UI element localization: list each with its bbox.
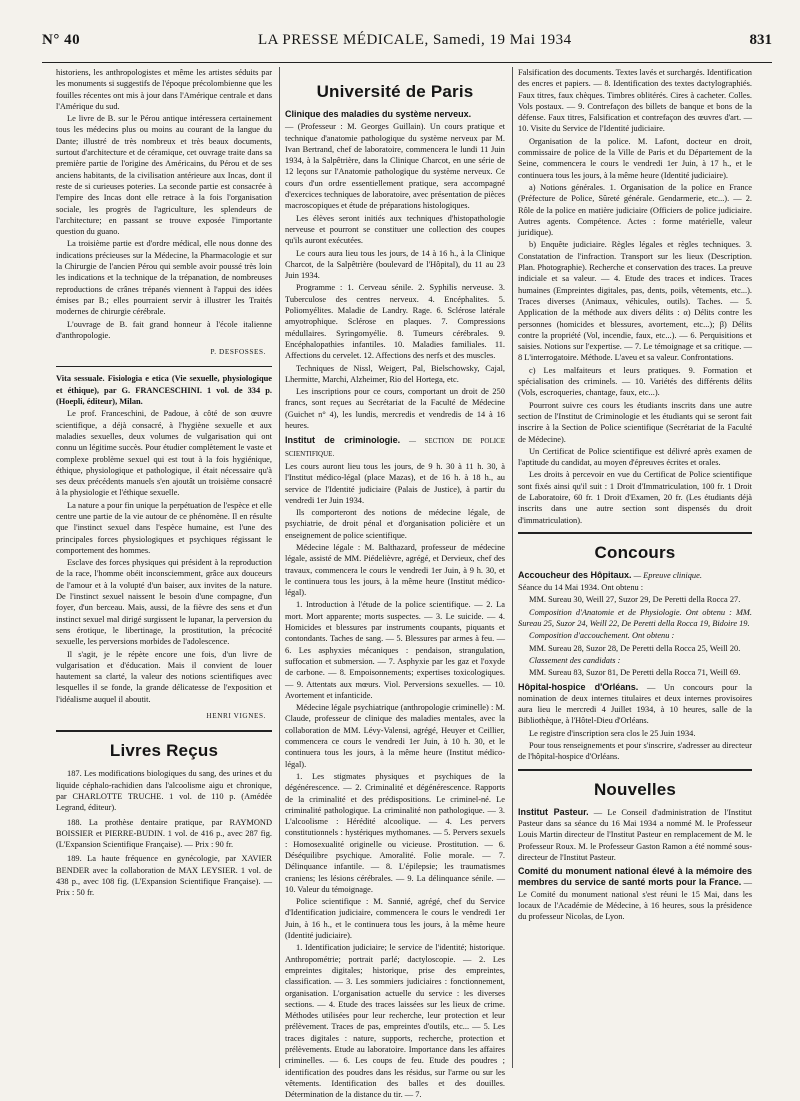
subsection-heading: Comité du monument national élevé à la mémoire des membres du service de santé morts pour la France. <box>518 866 752 888</box>
paragraph: Le cours aura lieu tous les jours, de 14 à 16 h., à la Clinique Charcot, de la Salpêtrière (boulevard de l'Hôpital), du 11 au 23 Juin 1934. <box>285 248 505 281</box>
paragraph: Programme : 1. Cerveau sénile. 2. Syphilis nerveuse. 3. Tuberculose des centres nerveux. 4. Encéphalites. 5. Poliomyélites. Maladie de Landry. Rage. 6. Sclérose latérale amyotrophique. Sclérose en plaques. 7. Compressions médullaires. Syringomyélie. 8. Tumeurs cérébrales. 9. Encéphalopathies infantiles. 10. Maladies familiales. 11. Affections du cervelet. 12. Affections des nerfs et des muscles. <box>285 283 505 361</box>
paragraph: Esclave des forces physiques qui président à la reproduction de la race, l'homme obéit inconsciemment, grâce aux douceurs de l'amour et à la volupté d'un baiser, aux invites de la nature. De l'instinct sexuel naissent le besoin d'une compagne, d'un foyer, d'un berceau. Mais, aussi, de la fièvre des sens et d'un instinct sexuel mal dirigé surgissent le lupanar, la perversion du sens érotique, le libertinage, la prostitution, la précocité sexuelle, les perversions morbides de l'adolescence. <box>56 558 272 647</box>
running-header <box>42 18 772 63</box>
column-middle <box>285 67 505 1100</box>
paragraph: Les inscriptions pour ce cours, comportant un droit de 250 francs, sont reçues au Secrétariat de la Faculté de Médecine (Guichet n° 4), les lundis, mercredis et vendredis de 14 à 16 heures. <box>285 387 505 431</box>
paragraph: 1. Identification judiciaire; le service de l'identité; historique. Anthropométrie; portrait parlé; dactyloscopie. — 2. Les empreintes digitales; historique, prise des empreintes, classification. — 3. Les sommiers judiciaires : fonctionnement, organisation. L'organisation actuelle du service : les diverses sections. — 4. Etude des traces laissées sur les lieux de crime. Méthodes utilisées pour leur recherche, leur protection et leur prélèvement. Traces de pas, empreintes d'outils, etc... — 5. Les traces digitales : nature, supports, recherche, protection et prélèvements. Etude au laboratoire. Importance dans les affaires criminelles. — 6. Les coups de feu. Etude des poudres ; identification des poudres dans les résidus, sur l'arme ou sur les vêtements. Identification des balles et des douilles. Détermination de la distance du tir. — 7. <box>285 943 505 1100</box>
subsection-heading: Hôpital-hospice d'Orléans. <box>518 681 639 692</box>
paragraph: 1. Introduction à l'étude de la police scientifique. — 2. La mort. Mort apparente; morts suspectes. — 3. Le suicide. — 4. Homicides et blessures par instruments coupants, piquants et contondants. Taches de sang. — 5. Blessures par armes à feu. — 6. Les asphyxies mécaniques : pendaison, strangulation, suffocation et submersion. — 7. Asphyxie par les gaz et l'oxyde de carbone. — 8. Empoisonnements; expertises toxicologiques. — 9. Attentats aux mœurs. Viol. Perversions sexuelles. — 10. Avortement et infanticide. <box>285 600 505 700</box>
author-signature: HENRI VIGNES. <box>206 712 266 721</box>
subsection-heading: Accoucheur des Hôpitaux. <box>518 569 632 580</box>
paragraph: Organisation de la police. M. Lafont, docteur en droit, commissaire de police de la Ville de Paris et du Département de la Seine, commencera le cours le vendredi 1er Juin, à 17 h., et le continuera tous les jours, à la même heure (Identité judiciaire). <box>518 136 752 180</box>
paragraph: Médecine légale psychiatrique (anthropologie criminelle) : M. Claude, professeur de clinique des maladies mentales, avec la collaboration de MM. Lévy-Valensi, agrégé, Heuyer et Ceillier, commencera ce cours le vendredi 1er Juin, à 10 h. 30, et le continuera tous les jours, à la même heure (Institut médico-légal). <box>285 703 505 769</box>
subsection-heading: Institut de criminologie. <box>285 435 401 446</box>
paragraph: MM. Sureau 28, Suzor 28, De Peretti della Rocca 25, Weill 20. <box>529 643 741 653</box>
subsection-heading: Clinique des maladies du système nerveux. <box>285 109 472 119</box>
paragraph: Le registre d'inscription sera clos le 25 Juin 1934. <box>529 728 696 738</box>
paragraph: Les droits à percevoir en vue du Certificat de Police scientifique sont fixés ainsi qu'il suit : 1 Droit d'Immatriculation, 100 fr. 1 Droit de Laboratoire, 60 fr. 1 Droit d'Examen, 20 fr. (Les étudiants déjà inscrits dans une autre section sont dispensés du droit d'immatriculation). <box>518 470 752 525</box>
paragraph: c) Les malfaiteurs et leurs pratiques. 9. Formation et spécialisation des criminels. — 10. Variétés des différents délits (Vols, escroqueries, chantage, faux, etc...). <box>518 365 752 398</box>
paragraph: Le livre de B. sur le Pérou antique intéressera certainement tous les médecins plus ou moins au courant de la langue du Dante; illustré de très nombreux et très beaux documents, surtout d'architecture et de céramique, cet ouvrage traite dans sa première partie de l'origine des Américains, du Pérou et de ses anciens habitants, de la civilisation antérieure aux Incas, dont il reste de si curieuses poteries. La seconde partie est consacrée à l'empire des Incas dont elle retrace à la fois l'organisation sociale, les progrès de l'agriculture, les splendeurs de l'architecture; en passant se trouve exposée l'importante question du guano. <box>56 114 272 237</box>
paragraph: Composition d'accouchement. Ont obtenu : <box>529 631 675 641</box>
paragraph: Les élèves seront initiés aux techniques d'histopathologie nerveuse et pourront se constituer une collection des coupes qu'ils auront exécutées. <box>285 213 505 246</box>
paragraph: Un Certificat de Police scientifique est délivré après examen de l'aptitude du candidat, au moyen d'épreuves écrites et orales. <box>518 446 752 468</box>
section-title-concours: Concours <box>594 542 676 562</box>
column-divider-2 <box>512 67 513 1068</box>
paragraph: Ils comporteront des notions de médecine légale, de psychiatrie, de droit pénal et d'organisation policière et un enseignement de police scientifique. <box>285 508 505 540</box>
section-title-nouvelles: Nouvelles <box>593 779 677 799</box>
paragraph: Séance du 14 Mai 1934. Ont obtenu : <box>518 583 644 593</box>
paragraph: Pour tous renseignements et pour s'inscrire, s'adresser au directeur de l'hôpital-hospice d'Orléans. <box>518 741 752 762</box>
paragraph: a) Notions générales. 1. Organisation de la police en France (Préfecture de Police, Sûreté générale. Gendarmerie, etc...). — 2. Rôle de la police en matière judiciaire (Officiers de police judiciaire. Autres agents. Compétence. Actes : forme matérielle, valeur juridique). <box>518 182 752 238</box>
paragraph: — Le Comité du monument national s'est réuni le 15 Mai, dans les locaux de l'Académie de Médecine, à 16 heures, sous la présidence du professeur Nicolas, de Lyon. <box>518 878 752 922</box>
book-entry: 189. La haute fréquence en gynécologie, par XAVIER BENDER avec la collaboration de MAX LEYSIER. 1 vol. de 438 p., avec 108 fig. (L'Expansion Scientifique Française). — Prix : 50 fr. <box>56 854 272 898</box>
section-title-universite: Université de Paris <box>316 82 474 101</box>
paragraph: Il s'agit, je le répète encore une fois, d'un livre de vulgarisation et d'éducation. Mais il convient de louer hautement sa clarté, la valeur des notions scientifiques avec lesquelles il se fonde, la grande délicatesse de l'exposition et l'idéalisme auquel il aboutit. <box>56 649 272 704</box>
publication-title: LA PRESSE MÉDICALE, Samedi, 19 Mai 1934 <box>257 31 572 48</box>
review-heading: Vita sessuale. Fisiologia e etica (Vie sexuelle, physiologique et éthique), par G. FRANCESCHINI. 1 vol. de 334 p. (Hoepli, éditeur), Milan. <box>56 374 272 407</box>
paragraph: Les cours auront lieu tous les jours, de 9 h. 30 à 11 h. 30, à l'Institut médico-légal (place Mazas), et de 16 h. à 18 h., au service de l'Identité judiciaire (Palais de Justice), à partir du vendredi 1er Juin 1934. <box>285 461 505 505</box>
paragraph: La troisième partie est d'ordre médical, elle nous donne des indications précieuses sur la Médecine, la Pharmacologie et sur la Chirurgie de l'ancien Pérou qui semble avoir poussé très loin les indications et la technique de la trépanation, de nombreuses reproductions de crânes trépanés viennent à l'appui des idées émises par B.; elles pourraient servir à illustrer les Traités modernes de chirurgie cérébrale. <box>56 239 272 317</box>
paragraph: L'ouvrage de B. fait grand honneur à l'école italienne d'anthropologie. <box>56 319 272 340</box>
paragraph: Médecine légale : M. Balthazard, professeur de médecine légale, assisté de MM. Piédelièvre, agrégé, et Dervieux, chef des travaux, commencera le cours le vendredi 1er Juin, à 9 h. 30, et le continuera tous les jours, à la même heure (Institut médico-légal). <box>285 542 505 598</box>
page-number: 831 <box>749 31 772 48</box>
section-title-livres-recus: Livres Reçus <box>109 741 219 761</box>
column-divider-1 <box>279 67 280 1068</box>
paragraph: La nature a pour fin unique la perpétuation de l'espèce et elle centre une partie de la vie autour de ce phénomène. Il en résulte que l'instinct sexuel dans l'espèce humaine, est l'une des principales forces physiologiques et psychiques régissant le comportement des hommes. <box>56 500 272 555</box>
section-rule <box>56 730 272 732</box>
subsection-subheading: — Epreuve clinique. <box>633 570 702 580</box>
paragraph: Pourront suivre ces cours les étudiants inscrits dans une autre section de l'Institut de Criminologie et les étudiants qui se seront fait inscrire à la Section de Police scientifique (Secrétariat de la Faculté de Médecine). <box>518 400 752 444</box>
paragraph: MM. Sureau 30, Weill 27, Suzor 29, De Peretti della Rocca 27. <box>529 595 741 605</box>
paragraph: — Un concours pour la nomination de deux internes titulaires et deux internes provisoires aura lieu le mercredi 4 Juillet 1934, à 10 heures, salle de la Bibliothèque, à l'Hôtel-Dieu d'Orléans. <box>518 682 752 726</box>
paragraph: historiens, les anthropologistes et même les artistes séduits par les monuments si suggestifs de l'époque précolombienne que les fouilles récentes ont mis à jour dans l'Amérique centrale et dans l'Amérique du sud. <box>56 68 272 111</box>
book-entry: 188. La prothèse dentaire pratique, par RAYMOND BOISSIER et PIERRE-BUDIN. 1 vol. de 416 p., avec 287 fig. (L'Expansion Scientifique Française). — Prix : 90 fr. <box>56 817 272 850</box>
book-entry: 187. Les modifications biologiques du sang, des urines et du liquide céphalo-rachidien dans l'alcoolisme aigu et chronique, par CHARLOTTE TRUCHE. 1 vol. de 110 p. (Amédée Legrand, éditeur). <box>56 769 272 813</box>
paragraph: 1. Les stigmates physiques et psychiques de la dégénérescence. — 2. Criminalité et dégénérescence. Rapports de la criminalité et des prédispositions. Le criminel-né. Le criminalité pathologique. La criminalité non pathologique. — 3. L'alcoolisme : Hérédité alcoolique. — 4. Les pervers constitutionnels : hystériques mythomanes. — 5. Pervers sexuels : Homosexualité originelle ou vicieuse. Prostitution. — 6. Déséquilibre psychique. Amoralité. Folie morale. — 7. Délinquance infantile. — 8. L'épilepsie; les traumatismes craniens; les lésions cérébrales. — 9. La délinquance sénile. — 10. Valeur du témoignage. <box>285 771 505 894</box>
paragraph: — (Professeur : M. Georges Guillain). Un cours pratique et technique d'anatomie pathologique du système nerveux par M. Ivan Bertrand, chef de laboratoire, commencera le lundi 11 Juin 1934, à la Salpêtrière, dans la Clinique Charcot, en une série de 12 leçons sur l'Anatomie pathologique du système nerveux. Ce cours d'un ordre essentiellement pratique, sera accompagné d'exercices techniques de laboratoire, avec présentation de pièces macroscopiques et étude de préparations histologiques. <box>285 122 505 211</box>
section-rule <box>518 532 752 534</box>
paragraph: Police scientifique : M. Sannié, agrégé, chef du Service d'Identification judiciaire, commencera le cours le vendredi 1er Juin, à 16 h., et le continuera tous les jours, à la même heure (Identité judiciaire). <box>285 897 505 941</box>
paragraph: Composition d'Anatomie et de Physiologie. Ont obtenu : MM. Sureau 25, Suzor 24, Weill 22, De Peretti della Rocca 19, Bidoire 19. <box>518 607 752 629</box>
subsection-subheading: — SECTION DE POLICE SCIENTIFIQUE. <box>285 437 505 458</box>
paragraph: Falsification des documents. Textes lavés et surchargés. Identification des encres et papiers. — 8. Identification des textes dactylographiés. Faux titres, faux chèques. Timbres oblitérés. Cires à cacheter. Colles. Vols postaux. — 9. Contrefaçon des billets de banque et bons de la défense. Faux titres, Falsification et contrefaçon des œuvres d'art. — 10. Visite du Service de l'Identité judiciaire. <box>518 68 752 134</box>
paragraph: Classement des candidats : <box>529 655 621 665</box>
column-left <box>56 67 272 1068</box>
paragraph: MM. Sureau 83, Suzor 81, De Peretti della Rocca 71, Weill 69. <box>529 668 741 678</box>
author-signature: P. DESFOSSES. <box>210 348 266 357</box>
paragraph: b) Enquête judiciaire. Règles légales et règles techniques. 3. Constatation de l'infraction. Transport sur les lieux (Description. Plan. Photographie). Recherche et conservation des traces. La preuve indiciale et sa valeur. — 4. Etude des traces et indices. Traces humaines (Empreintes digitales, pas, dents, poils, vêtements, etc...). Traces diverses (Animaux, véhicules, outils). Taches. — 5. Application de la méthode aux divers délits : α) Délits contre les personnes (homicides et blessures, avortement, etc...); β) Délits contre la propriété (Vol, incendie, faux, etc...). — 6. Perquisitions et saisies. Notions sur l'expertise. — 7. Le témoignage et sa critique. — 8 L'interrogatoire. Méthode. L'aveu et sa valeur. Confrontations. <box>518 240 752 363</box>
column-right <box>518 67 752 1068</box>
paragraph: Techniques de Nissl, Weigert, Pal, Bielschowsky, Cajal, Lhermitte, Marchi, Alzheimer, Rio del Hortega, etc. <box>285 363 505 384</box>
section-rule <box>518 769 752 771</box>
issue-number: N° 40 <box>42 31 81 48</box>
subsection-heading: Institut Pasteur. <box>518 806 589 817</box>
paragraph: — Le Conseil d'administration de l'Institut Pasteur dans sa séance du 16 Mai 1934 a nommé M. le Professeur Louis Martin directeur de l'Institut Pasteur en remplacement de M. le Professeur Roux. M. le Professeur Gaston Ramon a été nommé sous-directeur de l'Institut Pasteur. <box>518 807 752 862</box>
paragraph: Le prof. Franceschini, de Padoue, à côté de son œuvre scientifique, a déjà consacré, à l'hygiène sexuelle et aux maladies sexuelles, deux volumes de vulgarisation qui ont connu un légitime succès. Pour étudier complètement le vaste et complexe problème sexuel qui est tout à la fois hygiénique, éthique, physiologique et pathologique, il était nécessaire qu'à ses deux précédents manuels s'en ajoutât un troisième consacré à la physiologie et l'éthique sexuelle. <box>56 409 272 498</box>
divider <box>56 366 272 367</box>
